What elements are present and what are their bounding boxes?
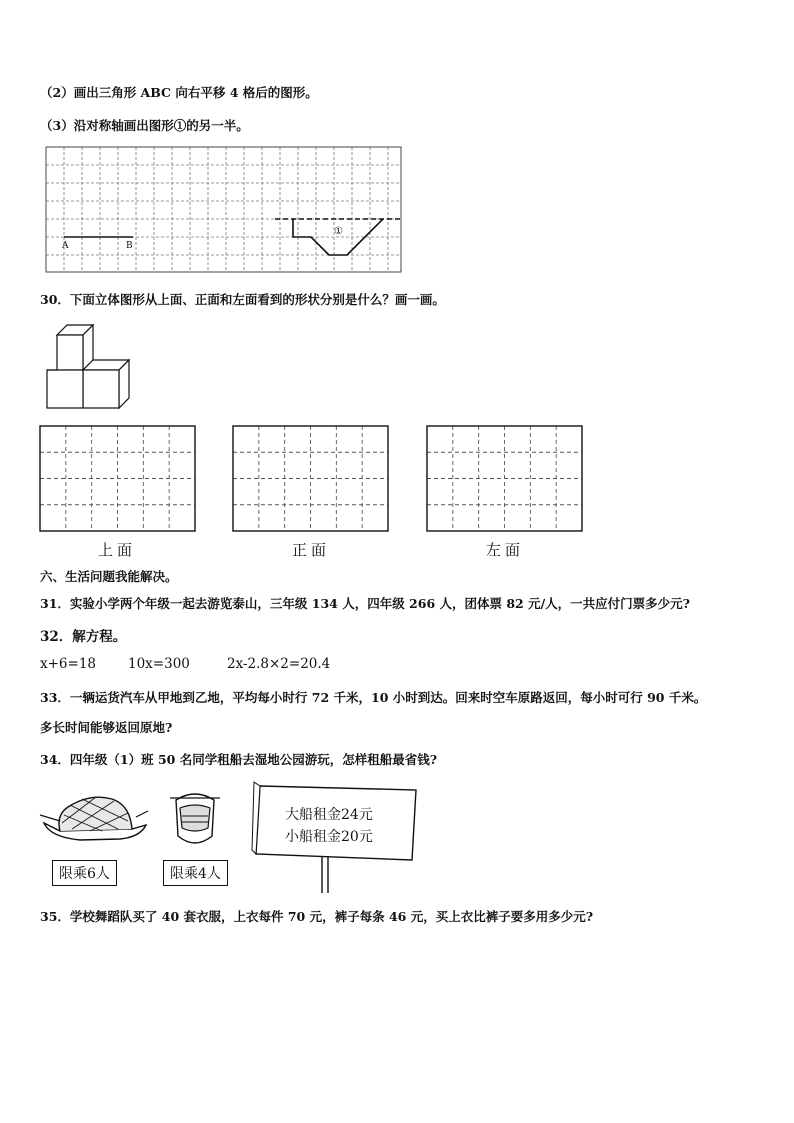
- q32-text: 32．解方程。: [40, 629, 127, 645]
- equation-1: x+6=18: [40, 656, 97, 672]
- q33-line2: 多长时间能够返回原地?: [40, 720, 173, 735]
- top-view-label: 上面: [98, 541, 137, 559]
- cube-figure: [46, 320, 136, 412]
- q34-text: 34．四年级（1）班 50 名同学租船去湿地公园游玩，怎样租船最省钱?: [40, 752, 438, 767]
- q33-line1: 33．一辆运货汽车从甲地到乙地，平均每小时行 72 千米，10 小时到达。回来时空车原路返回，每小时可行 90 千米。: [40, 690, 707, 705]
- small-boat-capacity: 限乘4人: [163, 860, 228, 886]
- q35-text: 35．学校舞蹈队买了 40 套衣服，上衣每件 70 元，裤子每条 46 元，买上衣比裤子要多用多少元?: [40, 909, 594, 924]
- front-view-grid: [233, 426, 389, 532]
- equation-3: 2x-2.8×2=20.4: [227, 656, 331, 672]
- translation-grid: [46, 147, 402, 273]
- point-a-label: A: [62, 241, 69, 251]
- q30-text: 30．下面立体图形从上面、正面和左面看到的形状分别是什么？画一画。: [40, 292, 445, 307]
- point-b-label: B: [126, 241, 133, 251]
- q29-part3: （3）沿对称轴画出图形①的另一半。: [40, 118, 249, 133]
- section-six-heading: 六、生活问题我能解决。: [40, 569, 178, 584]
- equation-2: 10x=300: [128, 656, 190, 672]
- q31-text: 31．实验小学两个年级一起去游览泰山，三年级 134 人，四年级 266 人，团体票 82 元/人，一共应付门票多少元?: [40, 596, 690, 611]
- sign-line-1: 大船租金24元: [285, 807, 373, 823]
- top-view-grid: [40, 426, 196, 532]
- q29-part2: （2）画出三角形 ABC 向右平移 4 格后的图形。: [40, 85, 318, 100]
- left-view-grid: [427, 426, 583, 532]
- front-view-label: 正面: [292, 541, 331, 559]
- shape-one-label: ①: [334, 226, 343, 237]
- sign-line-2: 小船租金20元: [285, 829, 373, 845]
- small-boat-image: [168, 788, 222, 850]
- big-boat-image: [40, 785, 150, 845]
- left-view-label: 左面: [486, 541, 525, 559]
- big-boat-capacity: 限乘6人: [52, 860, 117, 886]
